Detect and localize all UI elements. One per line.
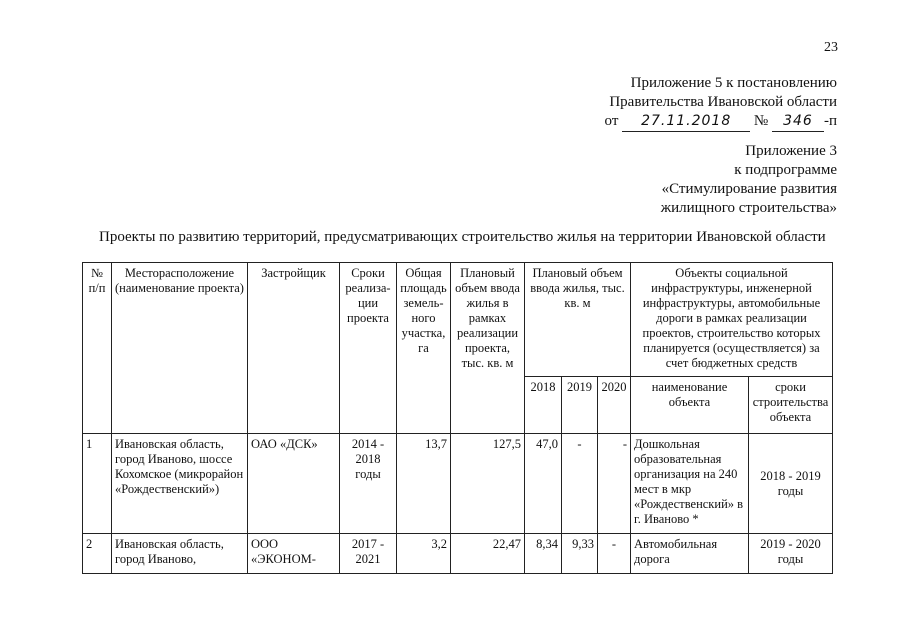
header-year-2018: 2018 <box>525 377 562 434</box>
appendix5-date-line <box>605 112 837 132</box>
cell-developer: ОАО «ДСК» <box>248 434 340 534</box>
cell-y2020: - <box>598 534 631 574</box>
cell-y2018: 8,34 <box>525 534 562 574</box>
date-value: 27.11.2018 <box>622 112 750 132</box>
header-object-terms: сроки строительства объекта <box>749 377 833 434</box>
cell-y2018: 47,0 <box>525 434 562 534</box>
cell-developer: ООО «ЭКОНОМ- <box>248 534 340 574</box>
document-title: Проекты по развитию территорий, предусматривающих строительство жилья на территории Ивановской области <box>99 229 826 245</box>
cell-num: 2 <box>83 534 112 574</box>
appendix3-line4: жилищного строительства» <box>660 200 837 216</box>
header-terms: Сроки реализа-ции проекта <box>340 263 397 434</box>
header-planned-yearly: Плановый объем ввода жилья, тыс. кв. м <box>525 263 631 377</box>
date-prefix: от <box>604 113 619 129</box>
cell-planned-total: 22,47 <box>451 534 525 574</box>
header-year-2019: 2019 <box>562 377 598 434</box>
cell-planned-total: 127,5 <box>451 434 525 534</box>
appendix3-line3: «Стимулирование развития <box>661 181 837 197</box>
cell-terms: 2017 - 2021 <box>340 534 397 574</box>
cell-area: 13,7 <box>397 434 451 534</box>
cell-num: 1 <box>83 434 112 534</box>
appendix3-line1: Приложение 3 <box>745 143 837 159</box>
header-year-2020: 2020 <box>598 377 631 434</box>
header-developer: Застройщик <box>248 263 340 434</box>
cell-y2019: - <box>562 434 598 534</box>
page-number: 23 <box>824 40 838 55</box>
header-planned-total: Плановый объем ввода жилья в рамках реализации проекта, тыс. кв. м <box>451 263 525 434</box>
number-suffix: -п <box>823 113 837 129</box>
cell-object-name: Дошкольная образовательная организация на 240 мест в мкр «Рождественский» в г. Иваново * <box>631 434 749 534</box>
cell-terms: 2014 - 2018 годы <box>340 434 397 534</box>
cell-object-terms: 2018 - 2019 годы <box>749 434 833 534</box>
appendix5-line2: Правительства Ивановской области <box>609 94 837 110</box>
header-num: № п/п <box>83 263 112 434</box>
header-area: Общая площадь земель-ного участка, га <box>397 263 451 434</box>
cell-area: 3,2 <box>397 534 451 574</box>
cell-object-name: Автомобильная дорога <box>631 534 749 574</box>
appendix3-block <box>661 142 837 218</box>
header-objects: Объекты социальной инфраструктуры, инженерной инфраструктуры, автомобильные дороги в рамках реализации проектов, строительство которых планируется (осуществляется) за счет бюджетных средств <box>631 263 833 377</box>
projects-table <box>82 262 833 574</box>
appendix5-block <box>605 74 837 132</box>
cell-object-terms: 2019 - 2020 годы <box>749 534 833 574</box>
number-sign: № <box>753 113 769 129</box>
appendix5-line1: Приложение 5 к постановлению <box>630 75 837 91</box>
number-value: 346 <box>772 112 824 132</box>
table-header-row <box>83 263 833 377</box>
appendix3-line2: к подпрограмме <box>734 162 837 178</box>
table-row <box>83 434 833 534</box>
table-row <box>83 534 833 574</box>
cell-location: Ивановская область, город Иваново, шоссе Кохомское (микрорайон «Рождественский») <box>112 434 248 534</box>
cell-location: Ивановская область, город Иваново, <box>112 534 248 574</box>
cell-y2020: - <box>598 434 631 534</box>
header-location: Месторасположение (наименование проекта) <box>112 263 248 434</box>
header-object-name: наименование объекта <box>631 377 749 434</box>
cell-y2019: 9,33 <box>562 534 598 574</box>
